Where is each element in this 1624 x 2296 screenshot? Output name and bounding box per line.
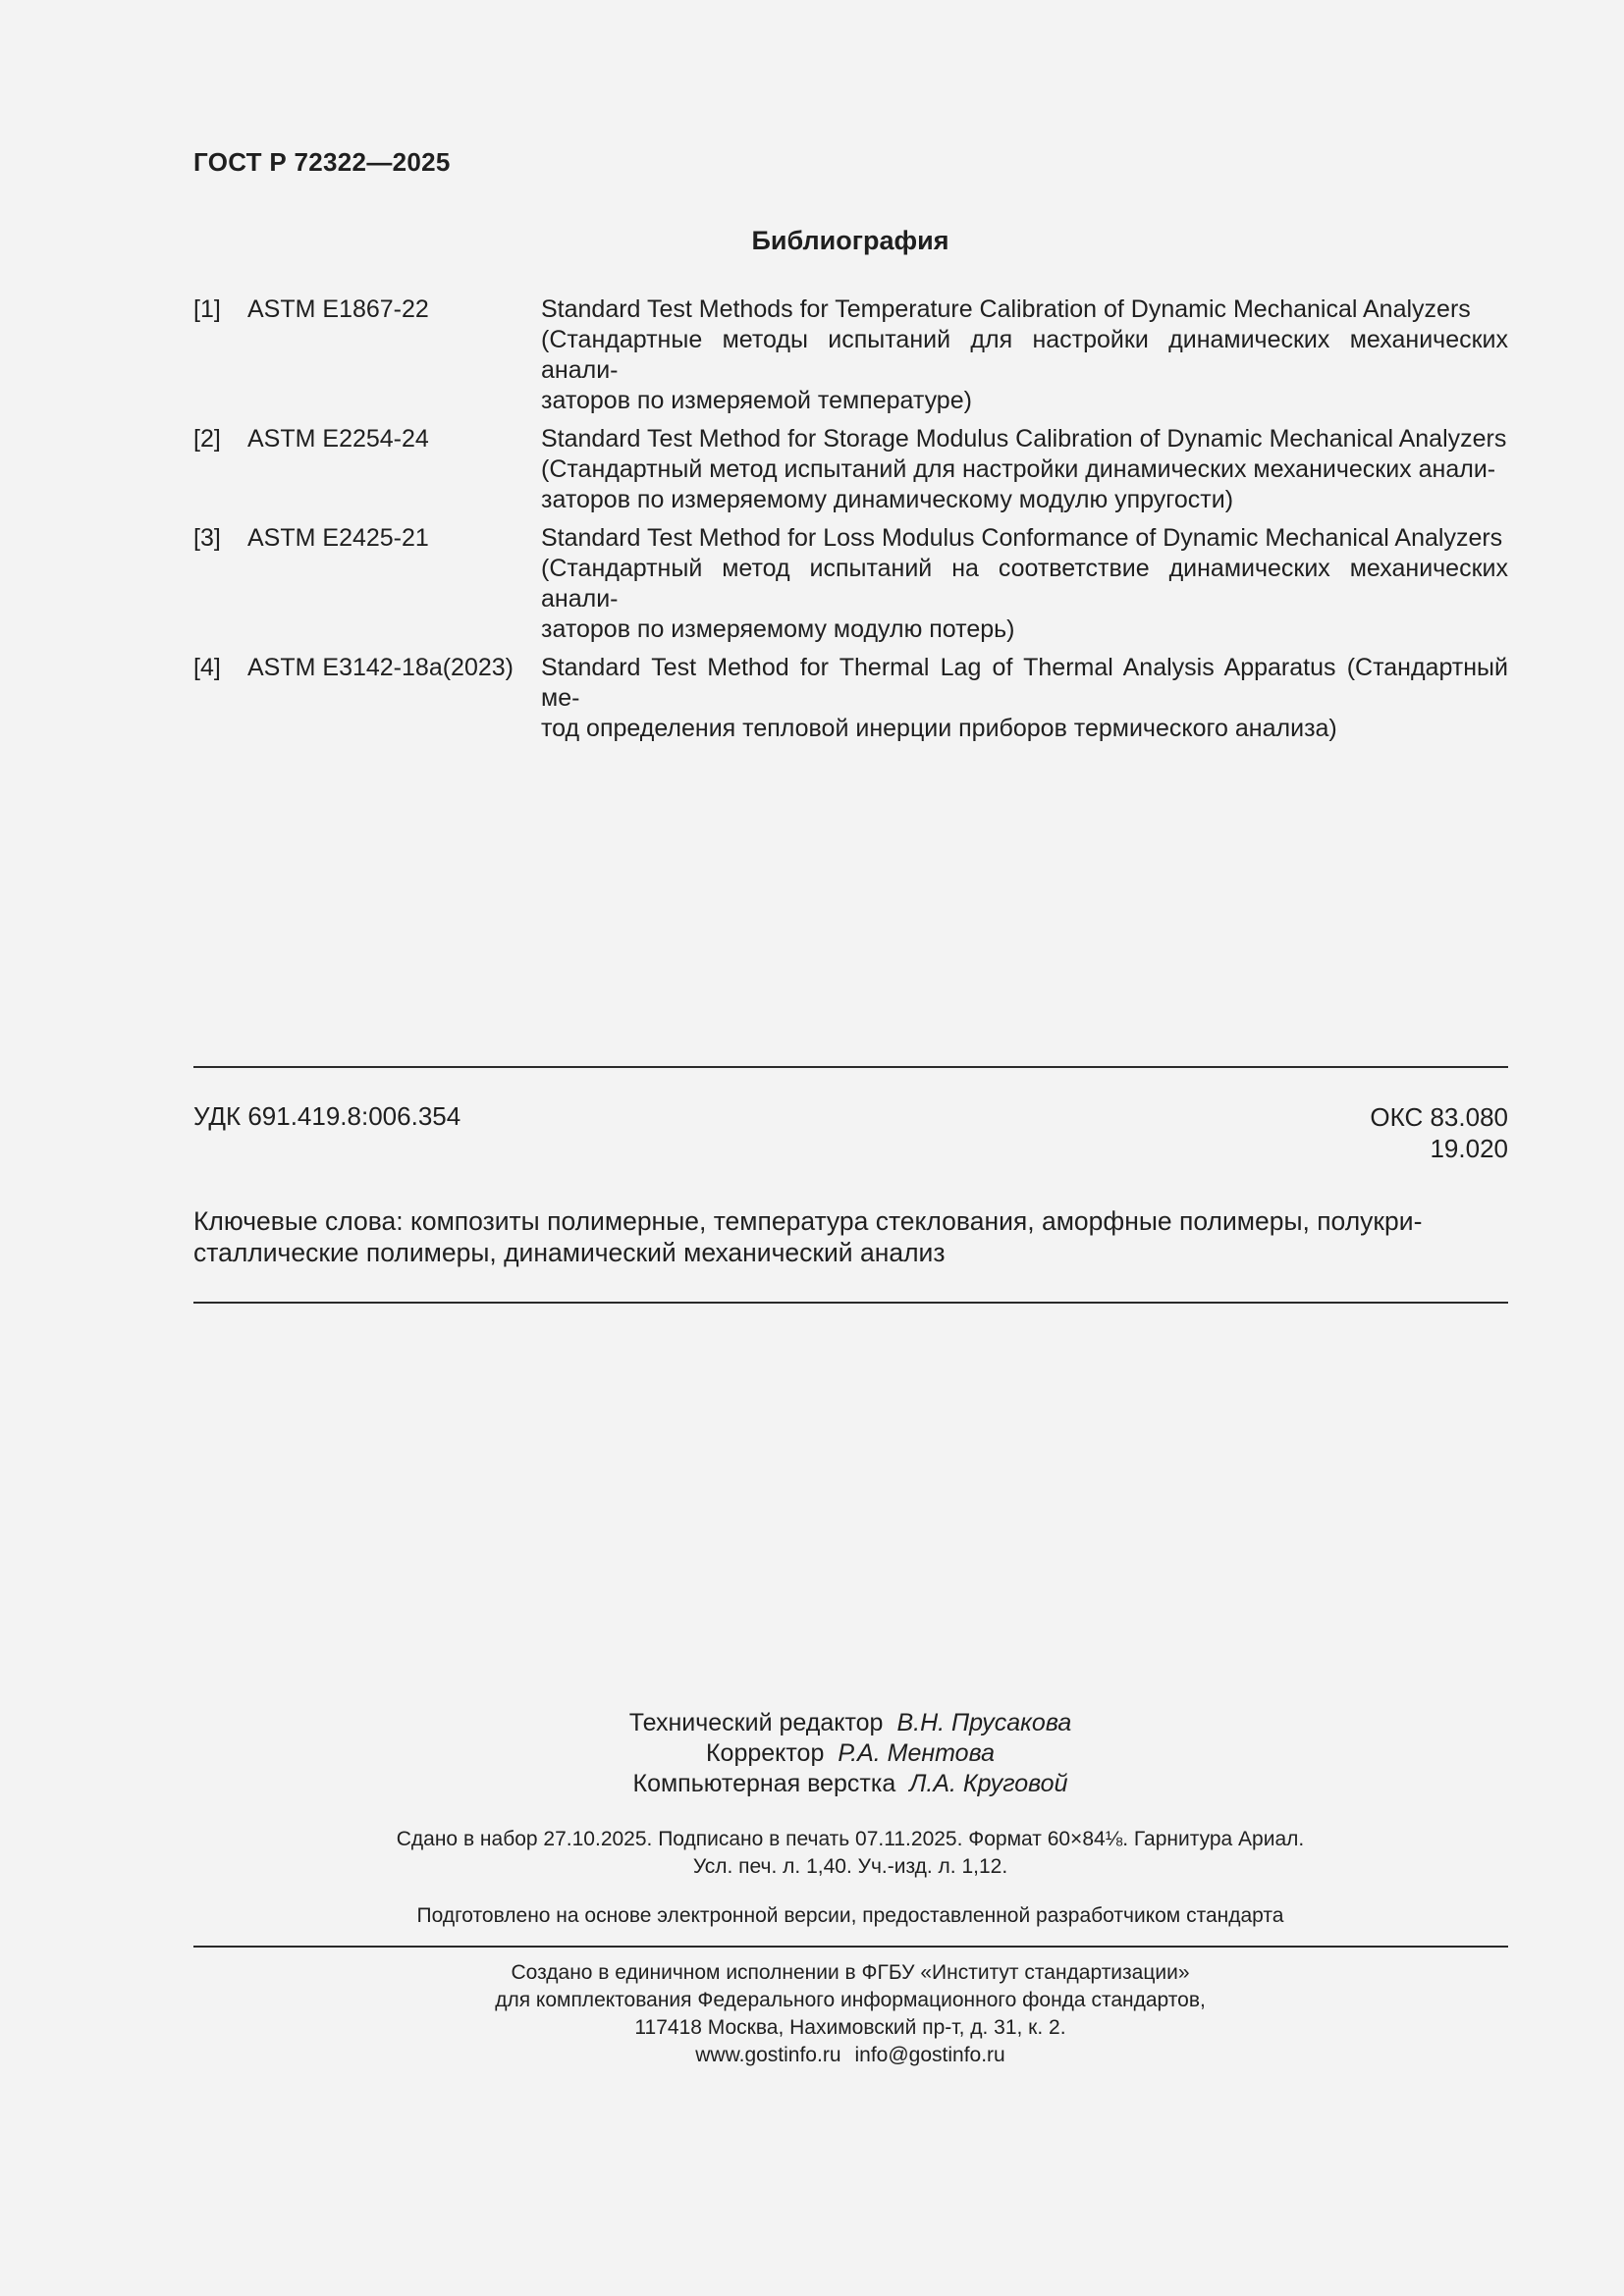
entry-number: [4] [193, 654, 221, 681]
divider-top [193, 1066, 1508, 1068]
entry-number: [3] [193, 524, 221, 552]
footer-contacts [0, 2042, 1624, 2069]
corrector-label: Корректор [705, 1739, 825, 1767]
layout-name: Л.А. Круговой [909, 1770, 1068, 1797]
tech-editor-label: Технический редактор [628, 1709, 884, 1736]
keywords-line: Ключевые слова: композиты полимерные, температура стеклования, аморфные полимеры, полукри- [193, 1206, 1423, 1236]
bibliography-entry [193, 424, 1508, 515]
oks-secondary: 19.020 [1430, 1134, 1508, 1163]
footer-line: Создано в единичном исполнении в ФГБУ «Институт стандартизации» [511, 1961, 1190, 1984]
email-link[interactable]: info@gostinfo.ru [854, 2044, 1005, 2066]
entry-title-line: Standard Test Methods for Temperature Calibration of Dynamic Mechanical Analyzers [541, 295, 1471, 323]
entry-title-line: заторов по измеряемому динамическому модулю упругости) [541, 486, 1234, 513]
oks-code [1370, 1101, 1508, 1164]
entry-title-line: Standard Test Method for Thermal Lag of Thermal Analysis Apparatus (Стандартный ме- [541, 654, 1508, 712]
entry-title [541, 653, 1508, 744]
footer-address: 117418 Москва, Нахимовский пр-т, д. 31, к. 2. [634, 2016, 1066, 2039]
entry-title-line: Standard Test Method for Loss Modulus Conformance of Dynamic Mechanical Analyzers [541, 524, 1503, 552]
bibliography-title: Библиография [751, 226, 949, 255]
document-code: ГОСТ Р 72322—2025 [193, 147, 451, 177]
udk-code: УДК 691.419.8:006.354 [193, 1101, 461, 1131]
entry-code: ASTM E3142-18a(2023) [247, 654, 514, 681]
bibliography-entry [193, 523, 1508, 645]
publication-line: Сдано в набор 27.10.2025. Подписано в печать 07.11.2025. Формат 60×84⅛. Гарнитура Ариал. [396, 1828, 1305, 1850]
credits [0, 1708, 1624, 1799]
divider-footer [193, 1946, 1508, 1948]
entry-title-line: заторов по измеряемому модулю потерь) [541, 615, 1015, 643]
tech-editor-line [0, 1708, 1624, 1738]
footer [0, 1959, 1624, 2069]
entry-title-line: (Стандартные методы испытаний для настройки динамических механических анали- [541, 326, 1508, 384]
bibliography-entry [193, 294, 1508, 416]
layout-line [0, 1769, 1624, 1799]
footer-line: для комплектования Федерального информационного фонда стандартов, [495, 1989, 1206, 2011]
entry-title [541, 424, 1508, 515]
tech-editor-name: В.Н. Прусакова [896, 1709, 1072, 1736]
entry-title-line: (Стандартный метод испытаний для настройки динамических механических анали- [541, 455, 1496, 483]
entry-title [541, 523, 1508, 645]
entry-code: ASTM E2425-21 [247, 524, 429, 552]
entry-title-line: Standard Test Method for Storage Modulus Calibration of Dynamic Mechanical Analyzers [541, 425, 1507, 453]
oks-primary: ОКС 83.080 [1370, 1102, 1508, 1132]
entry-code: ASTM E1867-22 [247, 295, 429, 323]
bibliography-entry [193, 653, 1508, 744]
entry-code: ASTM E2254-24 [247, 425, 429, 453]
publication-line: Усл. печ. л. 1,40. Уч.-изд. л. 1,12. [692, 1855, 1008, 1878]
layout-label: Компьютерная верстка [632, 1770, 896, 1797]
corrector-name: Р.А. Ментова [838, 1739, 995, 1767]
publication-info [0, 1826, 1624, 1881]
keywords-line: сталлические полимеры, динамический механический анализ [193, 1238, 946, 1267]
bibliography-list [193, 294, 1508, 752]
entry-number: [2] [193, 425, 221, 453]
entry-number: [1] [193, 295, 221, 323]
website-link[interactable]: www.gostinfo.ru [695, 2044, 841, 2066]
entry-title [541, 294, 1508, 416]
prepared-note: Подготовлено на основе электронной версии, предоставленной разработчиком стандарта [416, 1904, 1284, 1927]
corrector-line [0, 1738, 1624, 1769]
divider-bottom [193, 1302, 1508, 1304]
entry-title-line: (Стандартный метод испытаний на соответствие динамических механических анали- [541, 555, 1508, 613]
keywords [193, 1205, 1508, 1268]
entry-title-line: тод определения тепловой инерции приборов термического анализа) [541, 715, 1337, 742]
entry-title-line: заторов по измеряемой температуре) [541, 387, 972, 414]
